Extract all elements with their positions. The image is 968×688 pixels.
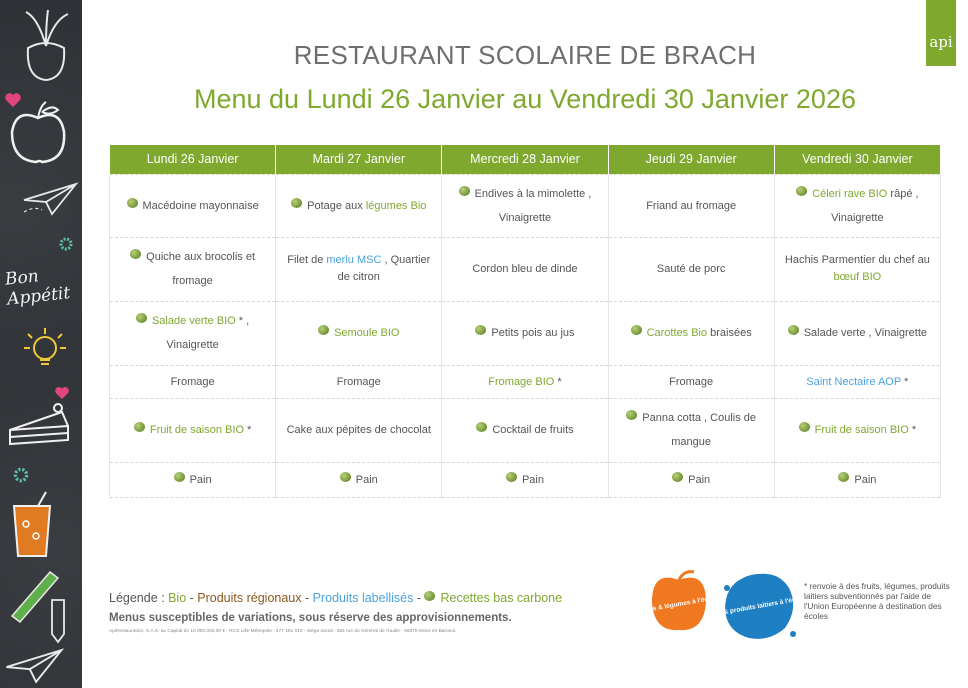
menu-cell: Fruit de saison BIO * [110,398,276,462]
low-carbon-icon [424,591,435,601]
menu-cell: Pain [608,462,774,497]
main-course-row [110,237,941,301]
menu-cell: Fromage BIO * [442,365,608,398]
legend: Légende : Bio - Produits régionaux - Produits labellisés - Recettes bas carbone [109,591,563,605]
page-title: RESTAURANT SCOLAIRE DE BRACH [293,40,757,70]
paper-plane-icon [22,182,78,216]
svg-text:lait & produits laitiers à l'é: lait & produits laitiers à l'école [712,594,806,619]
menu-cell: Fromage [276,365,442,398]
fruits-legumes-ecole-logo [639,568,718,634]
menu-cell: Semoule BIO [276,301,442,365]
low-carbon-icon [130,249,141,259]
low-carbon-icon [631,325,642,335]
menu-cell: Saint Nectaire AOP * [774,365,940,398]
day-header-row [110,145,941,174]
low-carbon-icon [291,198,302,208]
low-carbon-icon [796,186,807,196]
chalkboard-decoration [0,0,82,688]
dairy-row [110,365,941,398]
api-logo: api [926,0,956,66]
menu-cell: Fruit de saison BIO * [774,398,940,462]
menu-cell: Carottes Bio braisées [608,301,774,365]
heart-icon [54,386,70,400]
day-header: Mercredi 28 Janvier [442,145,608,174]
menu-cell: Quiche aux brocolis et fromage [110,237,276,301]
menu-cell: Pain [110,462,276,497]
menu-cell: Cake aux pépites de chocolat [276,398,442,462]
low-carbon-icon [127,198,138,208]
low-carbon-icon [799,422,810,432]
lait-produits-laitiers-ecole-logo [712,568,806,644]
menu-cell: Salade verte BIO * , Vinaigrette [110,301,276,365]
low-carbon-icon [174,472,185,482]
paper-plane-icon [4,648,64,684]
low-carbon-icon [838,472,849,482]
low-carbon-icon [626,410,637,420]
legal-mention: ApiRestauration, S.A.S. au Capital de 10.000.000,00 € - RCS Lille Métropole : 477 181 010 - Siège social : 384 rue du Général de Gaulle - 59370 Mons en Baroeul. [109,629,457,634]
apple-icon [6,100,70,166]
menu-cell: Hachis Parmentier du chef au bœuf BIO [774,237,940,301]
menu-cell: Cordon bleu de dinde [442,237,608,301]
menu-cell: Fromage [608,365,774,398]
day-header: Mardi 27 Janvier [276,145,442,174]
cake-icon [6,400,72,450]
low-carbon-icon [506,472,517,482]
menu-cell: Pain [442,462,608,497]
low-carbon-icon [476,422,487,432]
low-carbon-icon [318,325,329,335]
menu-table [109,145,941,498]
menu-cell: Friand au fromage [608,174,774,237]
low-carbon-icon [672,472,683,482]
beet-icon [18,8,74,86]
menu-cell: Filet de merlu MSC , Quartier de citron [276,237,442,301]
menu-cell: Macédoine mayonnaise [110,174,276,237]
day-header: Vendredi 30 Janvier [774,145,940,174]
low-carbon-icon [134,422,145,432]
menu-cell: Céleri rave BIO râpé , Vinaigrette [774,174,940,237]
low-carbon-icon [136,313,147,323]
menu-cell: Pain [774,462,940,497]
menu-cell: Cocktail de fruits [442,398,608,462]
bon-appetit-slogan: Bon Appétit [4,266,72,310]
variation-note: Menus susceptibles de variations, sous réserve des approvisionnements. [109,612,512,624]
day-header: Lundi 26 Janvier [110,145,276,174]
juice-glass-icon [10,490,54,560]
starter-row [110,174,941,237]
day-header: Jeudi 29 Janvier [608,145,774,174]
low-carbon-icon [788,325,799,335]
menu-cell: Pain [276,462,442,497]
light-bulb-icon [20,326,70,378]
menu-cell: Endives à la mimolette , Vinaigrette [442,174,608,237]
dessert-row [110,398,941,462]
pencil-icon [46,596,72,644]
gear-icon [12,466,30,484]
menu-cell: Salade verte , Vinaigrette [774,301,940,365]
low-carbon-icon [475,325,486,335]
bread-row [110,462,941,497]
page-subtitle: Menu du Lundi 26 Janvier au Vendredi 30 Janvier 2026 [194,84,856,114]
side-dish-row [110,301,941,365]
menu-cell: Potage aux légumes Bio [276,174,442,237]
menu-cell: Panna cotta , Coulis de mangue [608,398,774,462]
menu-cell: Fromage [110,365,276,398]
menu-cell: Petits pois au jus [442,301,608,365]
low-carbon-icon [340,472,351,482]
eu-subsidy-footnote: * renvoie à des fruits, légumes, produits laitiers subventionnés par l'aide de l'Union Européenne à destination des écoles [804,581,950,621]
menu-cell: Sauté de porc [608,237,774,301]
gear-icon [58,236,74,252]
svg-text:fruits & légumes à l'école: fruits & légumes à l'école [639,594,718,615]
low-carbon-icon [459,186,470,196]
